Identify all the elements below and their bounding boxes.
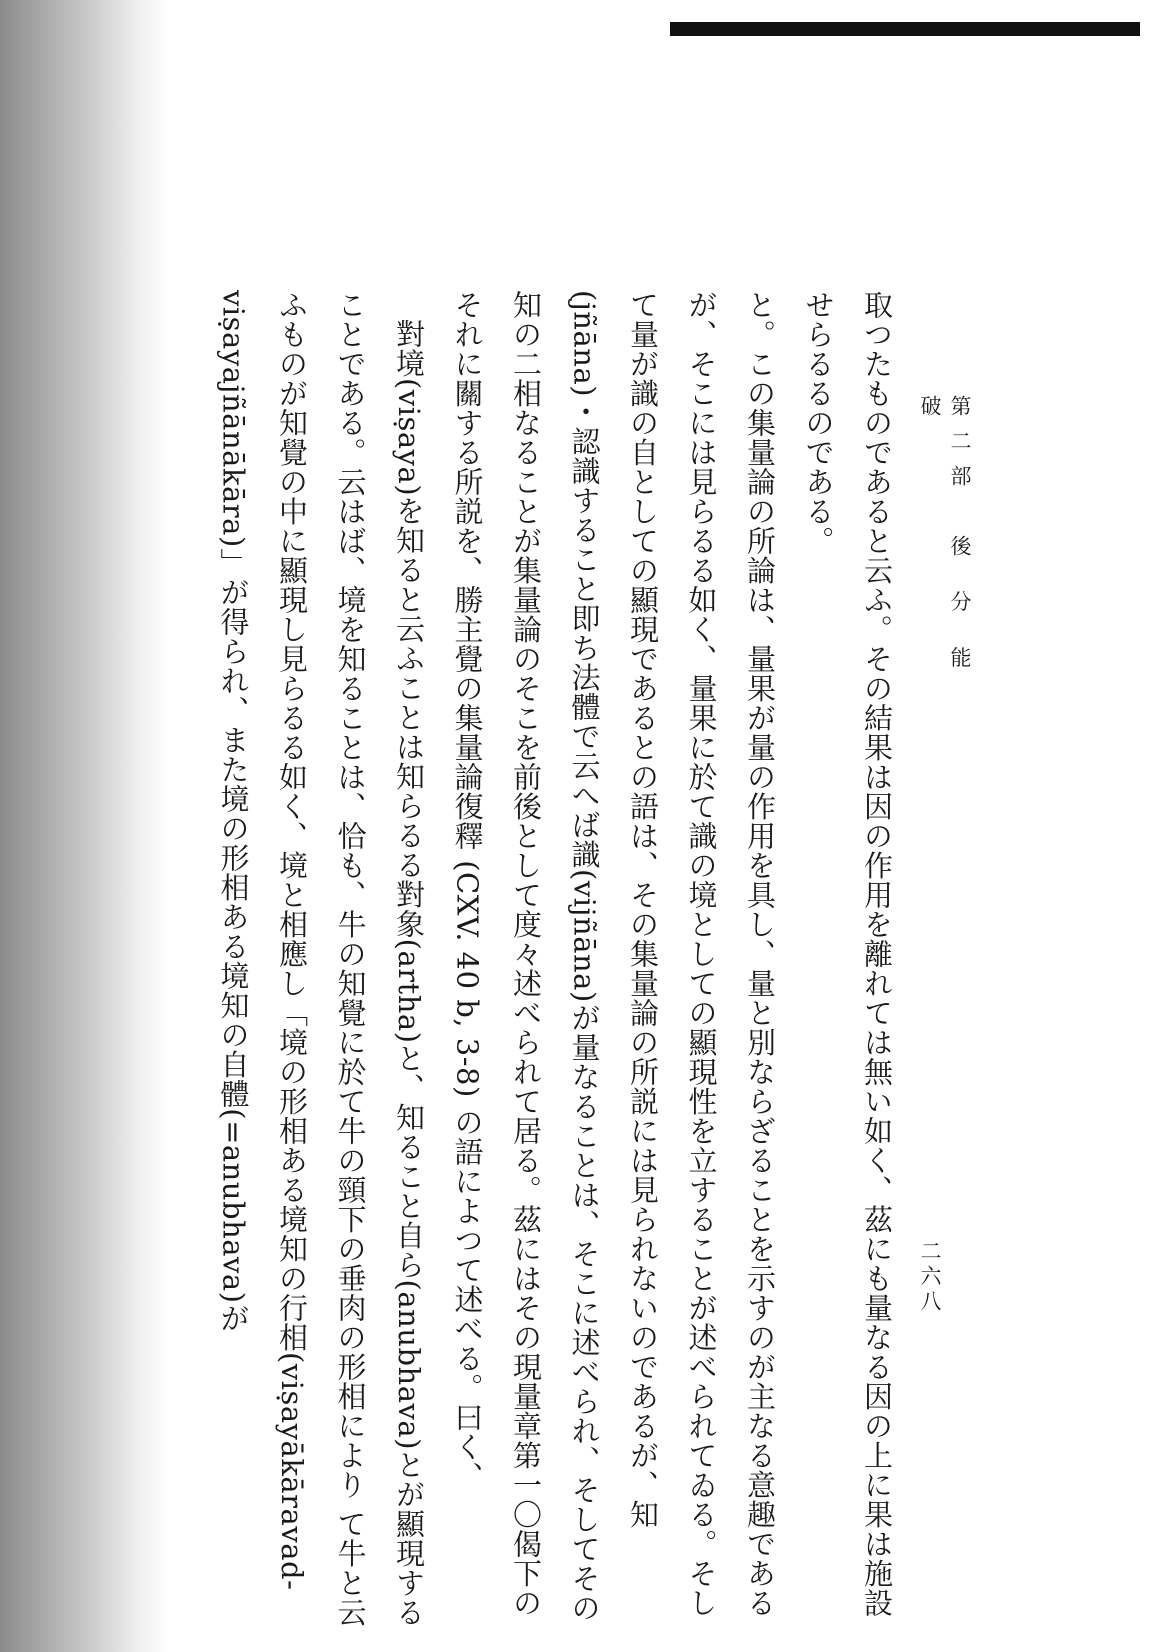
body-text	[166, 290, 906, 1630]
book-binding-shadow	[0, 0, 170, 1652]
paragraph: 對境(viṣaya)を知ると云ふことは知らるる對象(artha)と、知ること自ら(anubhava)とが顯現することである。云はば、境を知ることは、恰も、牛の知覺に於て牛の頸下の垂肉の形相により て牛と云ふものが知覺の中に顯現し見らるる如く、境と相應し「境の形相ある境知の行相(viṣayākāravad-viṣayajñānākāra)」が得られ、また境の形相ある境知の自體(=anubhava)が	[216, 290, 426, 1628]
page-number: 二六八	[918, 1240, 942, 1315]
scan-edge-bar	[670, 22, 1140, 36]
paragraph: と。この集量論の所論は、量果が量の作用を具し、量と別ならざることを示すのが主なる意趣であるが、そこには見らるる如く、量果に於て識の境としての顯現性を立することが述べられてゐる。そして量が識の自としての顯現であるとの語は、その集量論の所説には見られないのであるが、知(jñāna)・認識すること即ち法體で云へば識(vijñāna)が量なることは、そこに述べられ、そしてその知の二相なることが集量論のそこを前後として度々述べられて居る。茲にはその現量章第一〇偈下のそれに關する所説を、勝主覺の集量論復釋 (CXV. 40 b, 3-8) の語によつて述べる。曰く、	[450, 290, 777, 1623]
paragraph: 取つたものであると云ふ。その結果は因の作用を離れては無い如く、茲にも量なる因の上に果は施設せらるるのである。	[801, 290, 894, 1618]
running-head: 第二部 後 分 能 破	[918, 395, 972, 682]
